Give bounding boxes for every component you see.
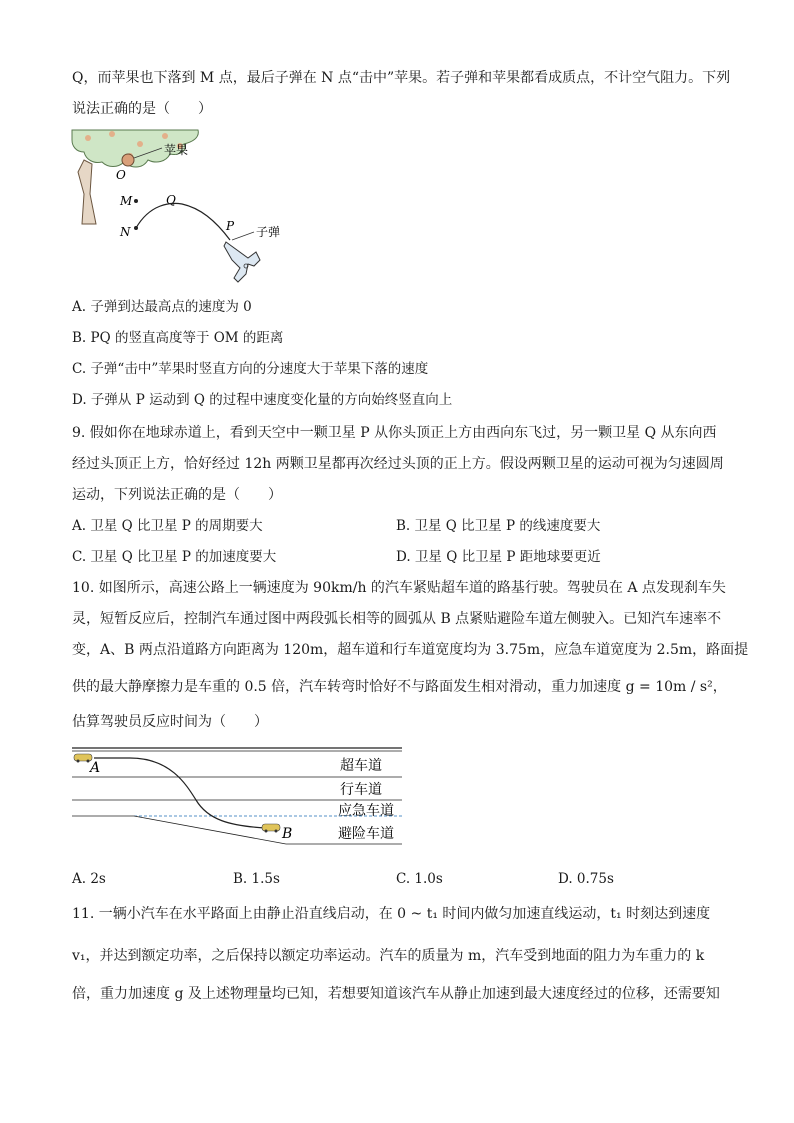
q10-line-1: 10. 如图所示，高速公路上一辆速度为 90km/h 的汽车紧贴超车道的路基行驶。驾驶员在 A 点发现刹车失 <box>72 580 726 596</box>
q11-line-1: 11. 一辆小汽车在水平路面上由静止沿直线启动，在 0 ~ t₁ 时间内做匀加速直线运动，t₁ 时刻达到速度 <box>72 906 711 922</box>
apple-label: 苹果 <box>164 143 189 157</box>
q10-line-3: 变，A、B 两点沿道路方向距离为 120m，超车道和行车道宽度均为 3.75m，应急车道宽度为 2.5m，路面提 <box>72 642 749 658</box>
lane-driving-label: 行车道 <box>340 782 382 798</box>
point-P-label: P <box>226 219 235 233</box>
point-O-label: O <box>116 168 126 182</box>
q8-option-c: C. 子弹“击中”苹果时竖直方向的分速度大于苹果下落的速度 <box>72 361 429 377</box>
car-path <box>94 758 266 828</box>
q8-option-d: D. 子弹从 P 运动到 Q 的过程中速度变化量的方向始终竖直向上 <box>72 392 453 408</box>
q8-line-1: Q，而苹果也下落到 M 点，最后子弹在 N 点“击中”苹果。若子弹和苹果都看成质点，不计空气阻力。下列 <box>72 70 731 86</box>
point-N-label: N <box>120 225 131 239</box>
point-Q-label: Q <box>166 193 176 207</box>
q9-line-1: 9. 假如你在地球赤道上，看到天空中一颗卫星 P 从你头顶正上方由西向东飞过，另一颗卫星 Q 从东向西 <box>72 425 717 441</box>
q10-option-a: A. 2s <box>72 871 106 887</box>
point-B-label: B <box>282 826 293 842</box>
lane-overtaking-label: 超车道 <box>340 758 382 774</box>
q9-line-2: 经过头顶正上方，恰好经过 12h 两颗卫星都再次经过头顶的正上方。假设两颗卫星的运动可视为匀速圆周 <box>72 456 724 472</box>
q11-line-2: v₁，并达到额定功率，之后保持以额定功率运动。汽车的质量为 m，汽车受到地面的阻力为车重力的 k <box>72 948 705 964</box>
q8-line-2: 说法正确的是（ ） <box>72 101 212 117</box>
lane-escape-label: 避险车道 <box>338 826 394 842</box>
car-b-icon <box>262 824 280 833</box>
q8-option-a: A. 子弹到达最高点的速度为 0 <box>72 299 252 315</box>
q10-line-5: 估算驾驶员反应时间为（ ） <box>72 714 268 730</box>
q8-option-b: B. PQ 的竖直高度等于 OM 的距离 <box>72 330 284 346</box>
apple <box>122 154 134 166</box>
q10-line-2: 灵，短暂反应后，控制汽车通过图中两段弧长相等的圆弧从 B 点紧贴避险车道左侧驶入。已知汽车速率不 <box>72 611 722 627</box>
point-M <box>134 199 138 203</box>
q10-figure <box>70 744 406 854</box>
q9-line-3: 运动，下列说法正确的是（ ） <box>72 487 282 503</box>
q9-option-a: A. 卫星 Q 比卫星 P 的周期要大 <box>72 518 263 534</box>
lane-emergency-label: 应急车道 <box>338 803 394 819</box>
point-M-label: M <box>120 194 133 208</box>
point-A-label: A <box>90 760 101 776</box>
q10-option-d: D. 0.75s <box>558 871 614 887</box>
q11-line-3: 倍，重力加速度 g 及上述物理量均已知，若想要知道该汽车从静止加速到最大速度经过的位移，还需要知 <box>72 986 720 1002</box>
bullet-label: 子弹 <box>256 225 281 239</box>
q10-line-4: 供的最大静摩擦力是车重的 0.5 倍，汽车转弯时恰好不与路面发生相对滑动，重力加速度 g = 10m / s²， <box>72 679 727 695</box>
q10-option-c: C. 1.0s <box>396 871 443 887</box>
gun-icon <box>224 242 260 282</box>
q10-option-b: B. 1.5s <box>233 871 280 887</box>
q9-option-c: C. 卫星 Q 比卫星 P 的加速度要大 <box>72 549 277 565</box>
bullet-trajectory <box>136 203 230 240</box>
q9-option-b: B. 卫星 Q 比卫星 P 的线速度要大 <box>396 518 601 534</box>
tree-trunk <box>78 160 96 224</box>
q9-option-d: D. 卫星 Q 比卫星 P 距地球要更近 <box>396 549 601 565</box>
q8-figure <box>70 124 300 294</box>
